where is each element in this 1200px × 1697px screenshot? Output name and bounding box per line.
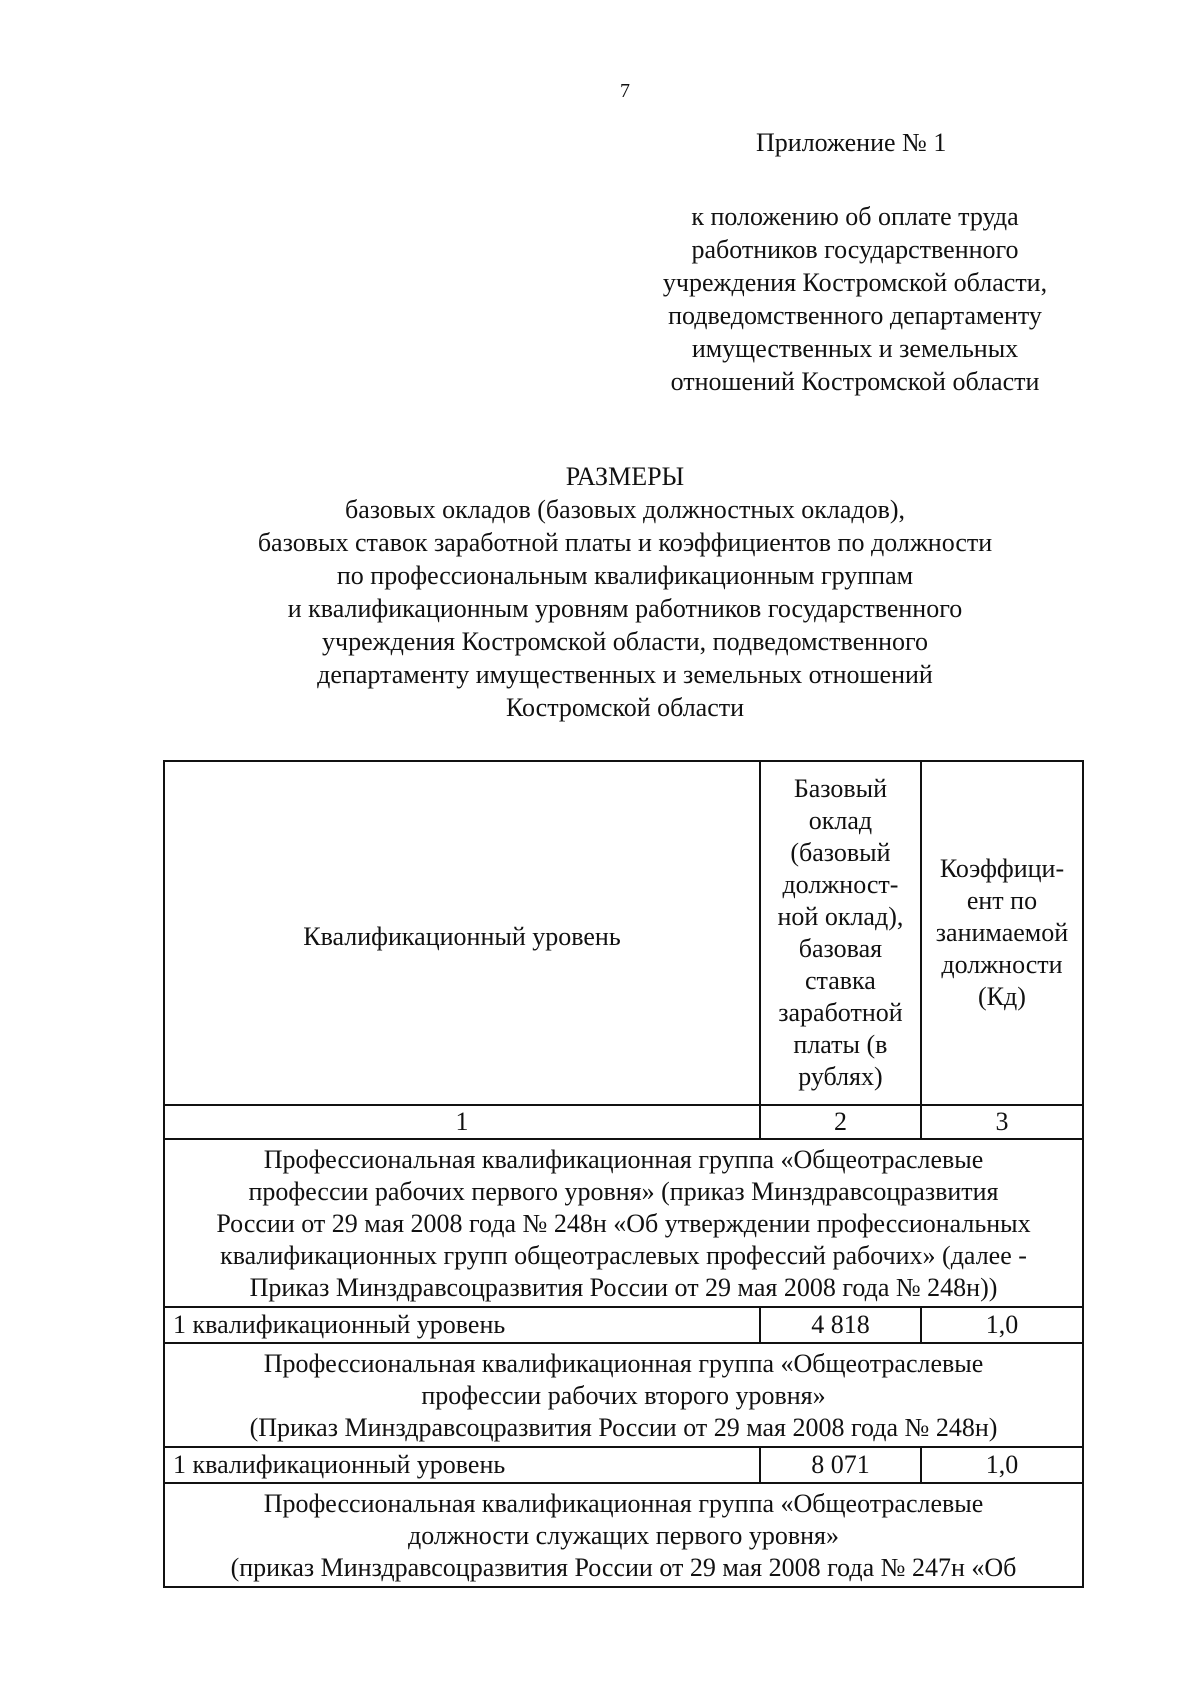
group-title-line: России от 29 мая 2008 года № 248н «Об утверждении профессиональных [216,1209,1031,1238]
header-coefficient-line: ент по [966,886,1038,915]
group-title [164,1139,1083,1307]
group-title-line: должности служащих первого уровня» [407,1521,840,1550]
header-coefficient-line: должности [941,950,1063,979]
group-title-line: профессии рабочих второго уровня» [421,1381,826,1410]
header-base-salary-line: платы (в [793,1030,888,1059]
group-title-line: (приказ Минздравсоцразвития России от 29 мая 2008 года № 247н «Об [230,1553,1017,1582]
table-header-row [164,761,1083,1105]
heading-line: базовых ставок заработной платы и коэффициентов по должности [257,528,993,557]
column-number-row [164,1105,1083,1139]
heading-title: РАЗМЕРЫ [565,462,685,491]
header-base-salary-line: должност- [782,870,899,899]
group-title-line: (Приказ Минздравсоцразвития России от 29 мая 2008 года № 248н) [249,1413,998,1442]
group-row [164,1139,1083,1307]
group-title [164,1483,1083,1587]
salary-table [163,760,1084,1588]
header-qualification-level-text: Квалификационный уровень [303,922,621,951]
column-number: 3 [921,1105,1083,1139]
heading-line: и квалификационным уровням работников государственного [287,594,963,623]
appendix-subtitle-line: подведомственного департаменту [668,301,1042,330]
group-title-line: Профессиональная квалификационная группа «Общеотраслевые [263,1349,984,1378]
group-title [164,1343,1083,1447]
appendix-subtitle [620,200,1090,398]
header-coefficient-line: (Кд) [978,982,1026,1011]
header-coefficient-line: занимаемой [935,918,1069,947]
coefficient-value: 1,0 [921,1447,1083,1483]
header-coefficient [921,761,1083,1105]
appendix-subtitle-line: работников государственного [691,235,1019,264]
base-salary-value: 4 818 [760,1307,921,1343]
heading-line: учреждения Костромской области, подведомственного [322,627,928,656]
header-base-salary-line: ной оклад), [777,902,904,931]
header-base-salary-line: Базовый [793,774,888,803]
group-row [164,1343,1083,1447]
header-base-salary-line: базовая [798,934,883,963]
base-salary-value: 8 071 [760,1447,921,1483]
document-heading [140,460,1110,724]
group-title-line: Профессиональная квалификационная группа «Общеотраслевые [263,1489,984,1518]
header-base-salary-line: оклад [808,806,873,835]
header-base-salary [760,761,921,1105]
header-qualification-level [164,761,760,1105]
group-title-line: квалификационных групп общеотраслевых профессий рабочих» (далее - [220,1241,1027,1270]
heading-line: департаменту имущественных и земельных отношений [317,660,933,689]
group-title-line: Профессиональная квалификационная группа «Общеотраслевые [263,1145,984,1174]
coefficient-value: 1,0 [921,1307,1083,1343]
level-name: 1 квалификационный уровень [164,1447,760,1483]
appendix-subtitle-line: учреждения Костромской области, [662,268,1048,297]
heading-line: по профессиональным квалификационным группам [336,561,914,590]
header-base-salary-line: (базовый [790,838,891,867]
column-number: 2 [760,1105,921,1139]
appendix-subtitle-line: имущественных и земельных [691,334,1019,363]
page-number: 7 [620,80,630,102]
header-coefficient-line: Коэффици- [939,854,1065,883]
header-base-salary-line: рублях) [798,1062,883,1091]
appendix-subtitle-line: к положению об оплате труда [691,202,1019,231]
appendix-title: Приложение № 1 [756,128,947,157]
column-number: 1 [164,1105,760,1139]
level-name: 1 квалификационный уровень [164,1307,760,1343]
table-row [164,1447,1083,1483]
group-row [164,1483,1083,1587]
table-row [164,1307,1083,1343]
header-base-salary-line: заработной [778,998,903,1027]
heading-line: базовых окладов (базовых должностных окладов), [344,495,906,524]
group-title-line: профессии рабочих первого уровня» (приказ Минздравсоцразвития [248,1177,999,1206]
heading-line: Костромской области [505,693,745,722]
group-title-line: Приказ Минздравсоцразвития России от 29 мая 2008 года № 248н)) [249,1273,998,1302]
header-base-salary-line: ставка [805,966,876,995]
appendix-subtitle-line: отношений Костромской области [670,367,1040,396]
